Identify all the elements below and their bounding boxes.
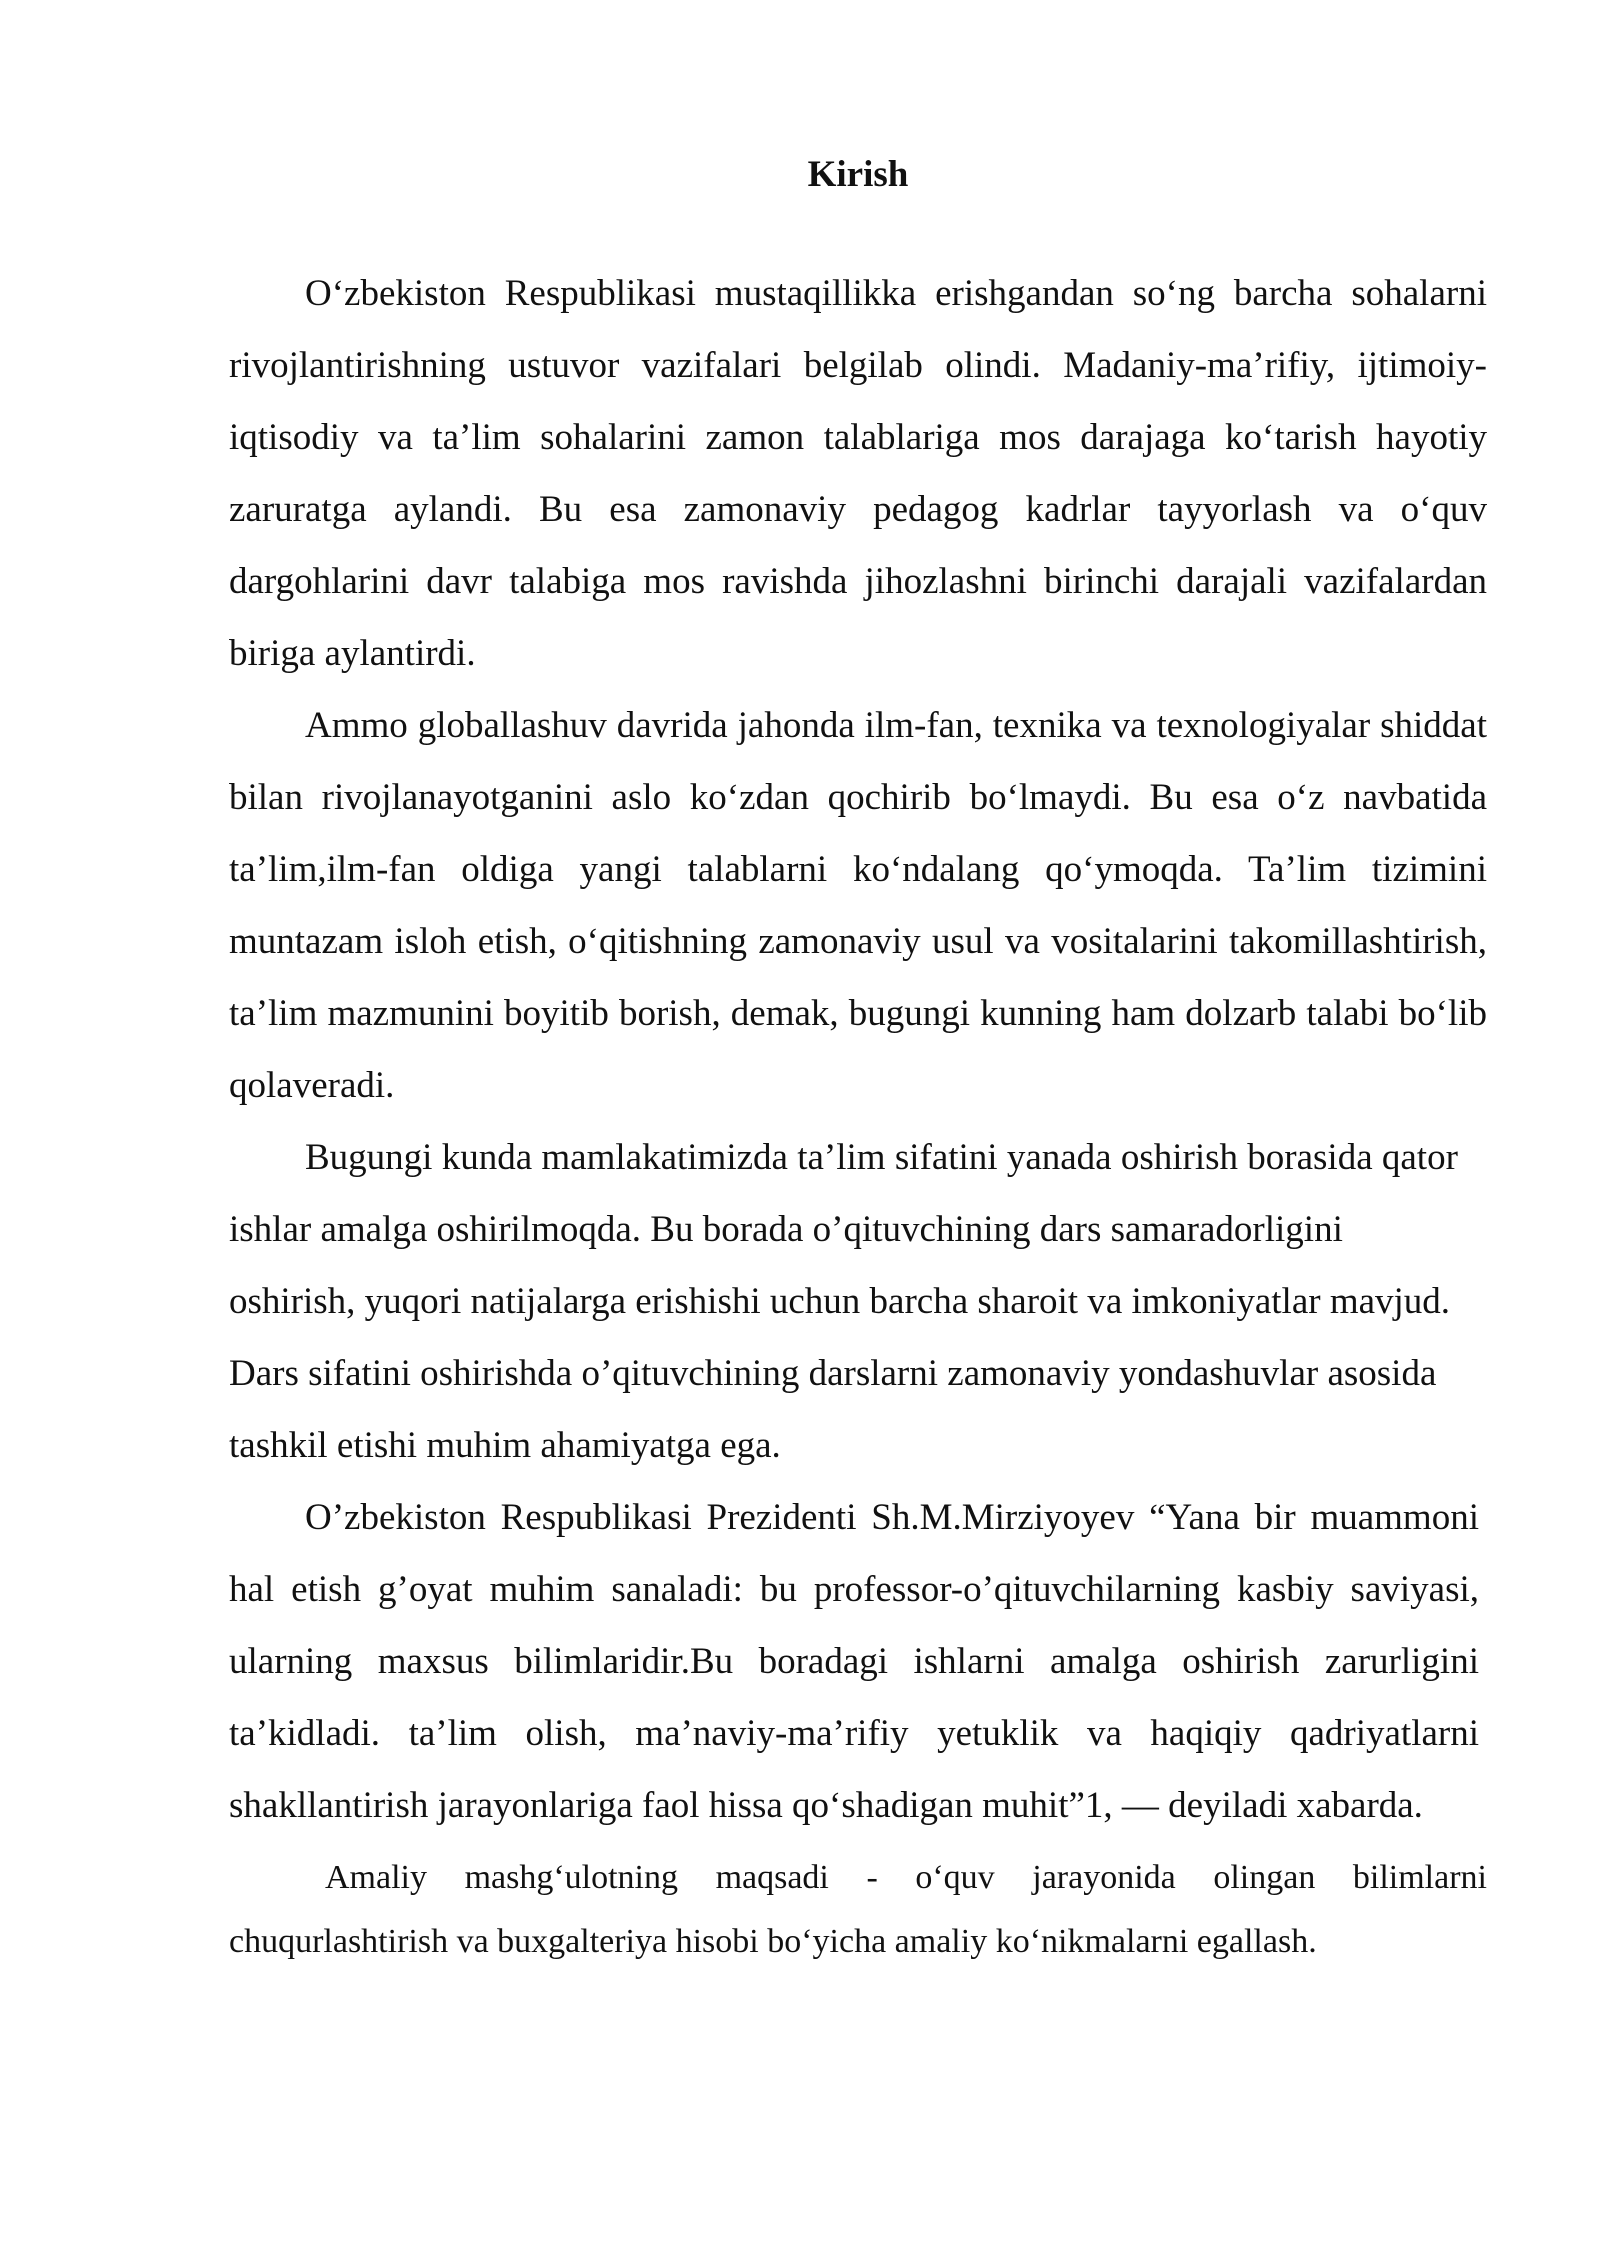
paragraph-4: O’zbekiston Respublikasi Prezidenti Sh.M.Mirziyoyev “Yana bir muammoni hal etish g’oyat muhim sanaladi: bu professor-o’qituvchilarning kasbiy saviyasi, ularning maxsus bilimlaridir.Bu boradagi ishlarni amalga oshirish zarurligini ta’kidladi. ta’lim olish, ma’naviy-ma’rifiy yetuklik va haqiqiy qadriyatlarni shakllantirish jarayonlariga faol hissa qo‘shadigan muhit”1, — deyiladi xabarda.: [229, 1497, 1479, 1826]
paragraph-3: Bugungi kunda mamlakatimizda ta’lim sifatini yanada oshirish borasida qator ishlar amalga oshirilmoqda. Bu borada o’qituvchining dars samaradorligini oshirish, yuqori natijalarga erishishi uchun barcha sharoit va imkoniyatlar mavjud. Dars sifatini oshirishda o’qituvchining darslarni zamonaviy yondashuvlar asosida tashkil etishi muhim ahamiyatga ega.: [229, 1137, 1458, 1466]
paragraph-2: Ammo globallashuv davrida jahonda ilm-fan, texnika va texnologiyalar shiddat bilan rivojlanayotganini aslo ko‘zdan qochirib bo‘lmaydi. Bu esa o‘z navbatida ta’lim,ilm-fan oldiga yangi talablarni ko‘ndalang qo‘ymoqda. Ta’lim tizimini muntazam isloh etish, o‘qitishning zamonaviy usul va vositalarini takomillashtirish, ta’lim mazmunini boyitib borish, demak, bugungi kunning ham dolzarb talabi bo‘lib qolaveradi.: [229, 705, 1487, 1106]
paragraph-5: Amaliy mashg‘ulotning maqsadi - o‘quv jarayonida olingan bilimlarni chuqurlashtirish va buxgalteriya hisobi bo‘yicha amaliy ko‘nikmalarni egallash.: [229, 1859, 1487, 1960]
paragraph-1: O‘zbekiston Respublikasi mustaqillikka erishgandan so‘ng barcha sohalarni rivojlantirishning ustuvor vazifalari belgilab olindi. Madaniy-ma’rifiy, ijtimoiy-iqtisodiy va ta’lim sohalarini zamon talablariga mos darajaga ko‘tarish hayotiy zaruratga aylandi. Bu esa zamonaviy pedagog kadrlar tayyorlash va o‘quv dargohlarini davr talabiga mos ravishda jihozlashni birinchi darajali vazifalardan biriga aylantirdi.: [229, 273, 1487, 674]
document-body: [229, 258, 1487, 1974]
page-title: Kirish: [807, 154, 909, 195]
